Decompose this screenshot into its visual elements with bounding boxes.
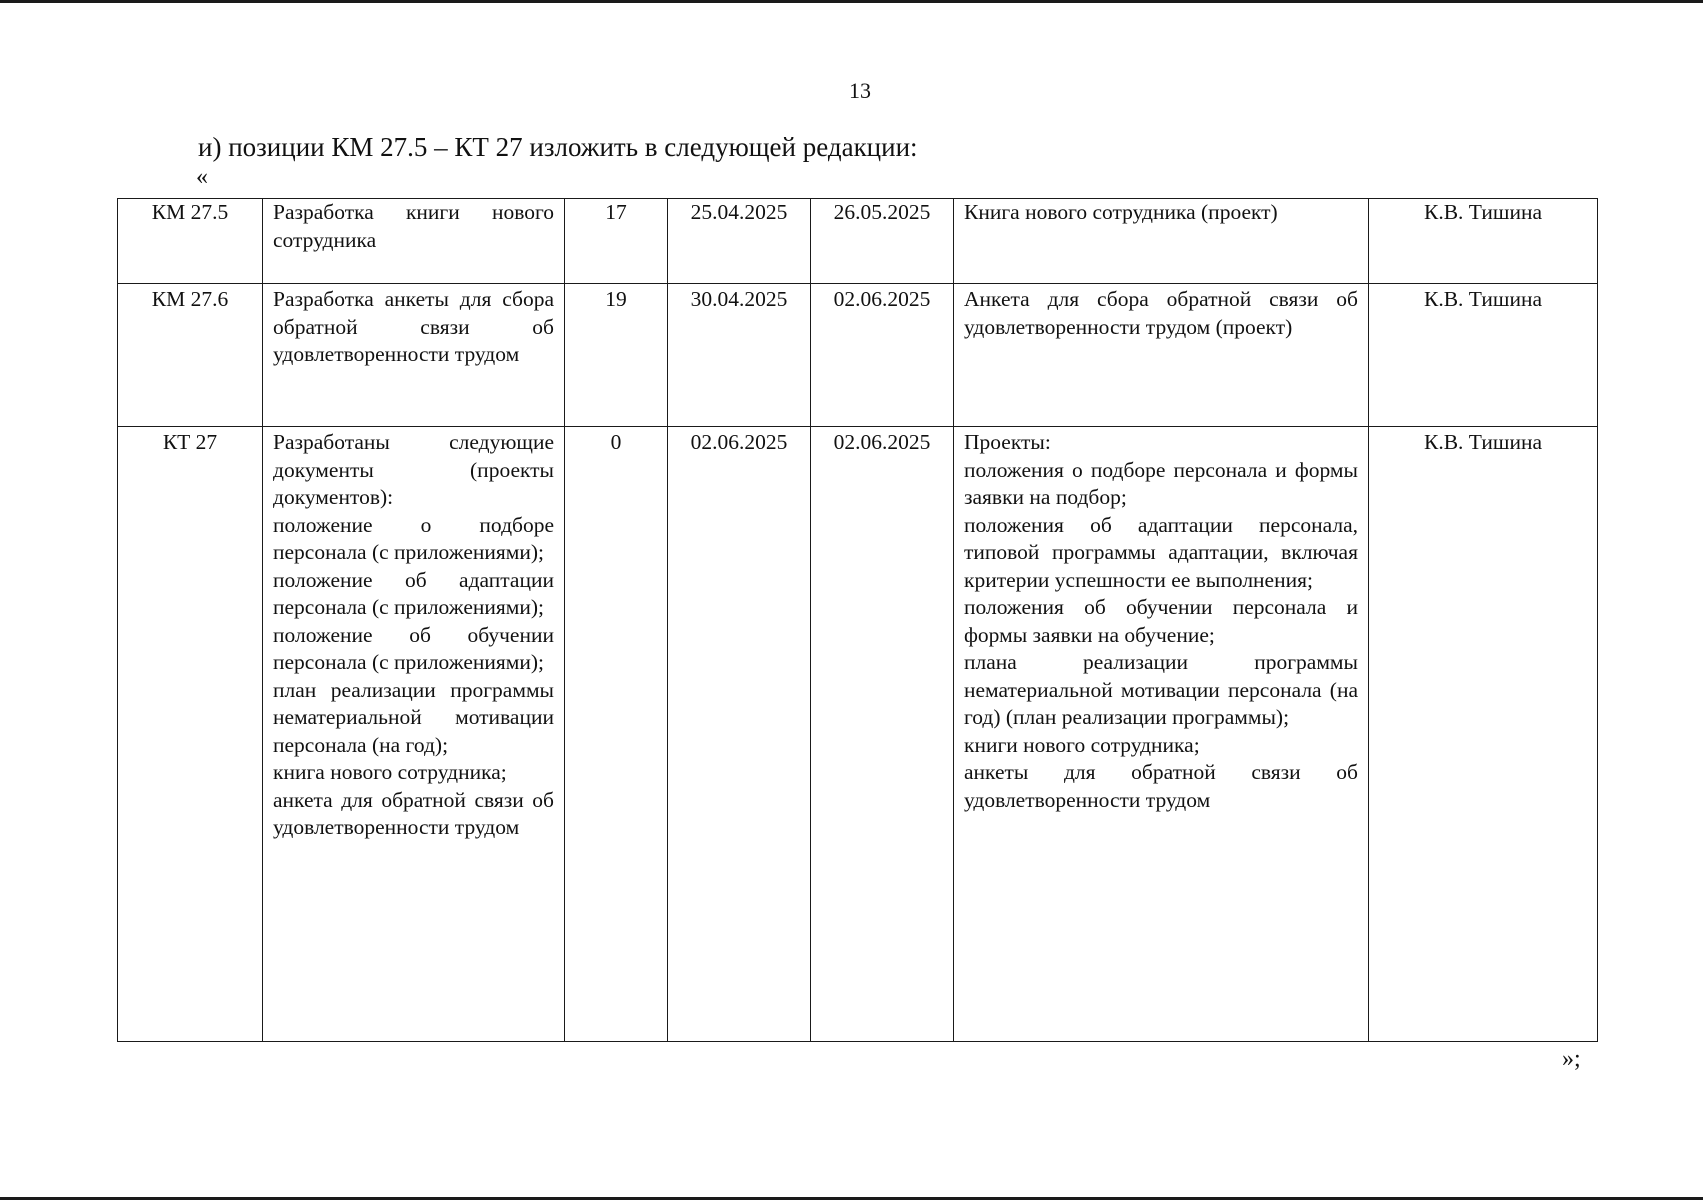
intro-paragraph: и) позиции КМ 27.5 – КТ 27 изложить в следующей редакции: bbox=[198, 132, 918, 162]
position-code-cell: КТ 27 bbox=[118, 427, 263, 1042]
end-date-cell: 26.05.2025 bbox=[811, 199, 954, 284]
closing-quote-mark: »; bbox=[1562, 1046, 1581, 1072]
scan-edge-top bbox=[0, 0, 1703, 3]
position-name-cell: Разработка книги нового сотрудника bbox=[263, 199, 565, 284]
table-row bbox=[118, 427, 1598, 1042]
start-date-cell: 25.04.2025 bbox=[668, 199, 811, 284]
responsible-cell: К.В. Тишина bbox=[1369, 199, 1598, 284]
responsible-cell: К.В. Тишина bbox=[1369, 427, 1598, 1042]
end-date-cell: 02.06.2025 bbox=[811, 427, 954, 1042]
duration-cell: 19 bbox=[565, 284, 668, 427]
position-name-cell: Разработка анкеты для сбора обратной связи об удовлетворенности трудом bbox=[263, 284, 565, 427]
position-name-cell: Разработаны следующие документы (проекты документов): положение о подборе персонала (с приложениями); положение об адаптации персонала (с приложениями); положение об обучении персонала (с приложениями); план реализации программы нематериальной мотивации персонала (на год); книга нового сотрудника; анкета для обратной связи об удовлетворенности трудом bbox=[263, 427, 565, 1042]
responsible-cell: К.В. Тишина bbox=[1369, 284, 1598, 427]
position-code-cell: КМ 27.6 bbox=[118, 284, 263, 427]
page-number: 13 bbox=[849, 78, 871, 103]
result-cell: Книга нового сотрудника (проект) bbox=[954, 199, 1369, 284]
duration-cell: 0 bbox=[565, 427, 668, 1042]
positions-table bbox=[117, 198, 1598, 1042]
position-code-cell: КМ 27.5 bbox=[118, 199, 263, 284]
start-date-cell: 30.04.2025 bbox=[668, 284, 811, 427]
result-cell: Анкета для сбора обратной связи об удовлетворенности трудом (проект) bbox=[954, 284, 1369, 427]
result-cell: Проекты: положения о подборе персонала и формы заявки на подбор; положения об адаптации персонала, типовой программы адаптации, включая критерии успешности ее выполнения; положения об обучении персонала и формы заявки на обучение; плана реализации программы нематериальной мотивации персонала (на год) (план реализации программы); книги нового сотрудника; анкеты для обратной связи об удовлетворенности трудом bbox=[954, 427, 1369, 1042]
end-date-cell: 02.06.2025 bbox=[811, 284, 954, 427]
start-date-cell: 02.06.2025 bbox=[668, 427, 811, 1042]
table-row bbox=[118, 199, 1598, 284]
opening-quote-mark: « bbox=[196, 164, 208, 190]
table-row bbox=[118, 284, 1598, 427]
duration-cell: 17 bbox=[565, 199, 668, 284]
